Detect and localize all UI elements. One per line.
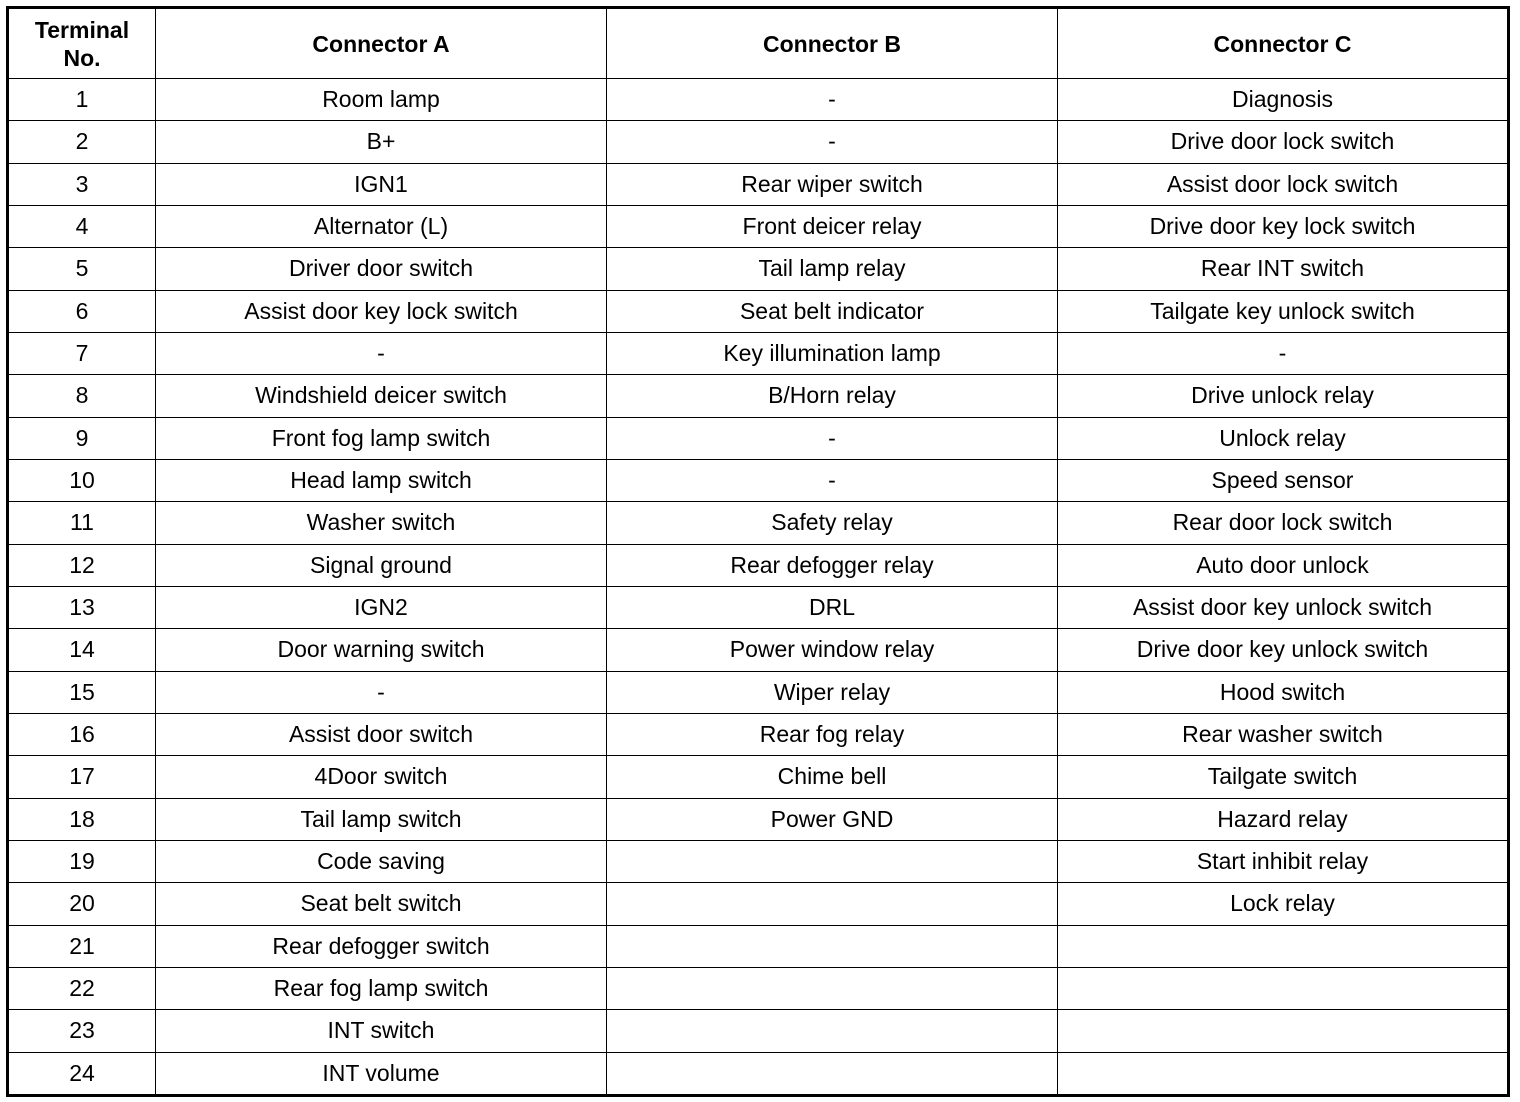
table-row — [8, 840, 1509, 882]
cell-connector-c: Tailgate switch — [1058, 756, 1509, 798]
cell-connector-b: - — [607, 459, 1058, 501]
table-row — [8, 417, 1509, 459]
table-row — [8, 925, 1509, 967]
cell-terminal-no: 4 — [8, 205, 156, 247]
cell-connector-c — [1058, 925, 1509, 967]
cell-connector-b: - — [607, 417, 1058, 459]
cell-connector-a: Door warning switch — [156, 629, 607, 671]
cell-connector-a: Seat belt switch — [156, 883, 607, 925]
cell-connector-b: Wiper relay — [607, 671, 1058, 713]
header-connector-a: Connector A — [156, 8, 607, 79]
cell-connector-c: Drive door key lock switch — [1058, 205, 1509, 247]
table-row — [8, 79, 1509, 121]
table-row — [8, 290, 1509, 332]
cell-connector-a: IGN2 — [156, 586, 607, 628]
cell-connector-a: INT volume — [156, 1052, 607, 1095]
cell-connector-b — [607, 925, 1058, 967]
cell-connector-c: Tailgate key unlock switch — [1058, 290, 1509, 332]
header-terminal-line1: Terminal — [34, 16, 130, 43]
cell-connector-c: - — [1058, 332, 1509, 374]
cell-terminal-no: 11 — [8, 502, 156, 544]
cell-connector-a: Assist door key lock switch — [156, 290, 607, 332]
cell-connector-a: Front fog lamp switch — [156, 417, 607, 459]
cell-connector-a: - — [156, 332, 607, 374]
cell-connector-c: Start inhibit relay — [1058, 840, 1509, 882]
cell-connector-a: Room lamp — [156, 79, 607, 121]
table-row — [8, 756, 1509, 798]
cell-connector-c: Rear INT switch — [1058, 248, 1509, 290]
terminal-connector-table — [6, 6, 1510, 1097]
cell-connector-b: Rear wiper switch — [607, 163, 1058, 205]
cell-terminal-no: 12 — [8, 544, 156, 586]
cell-connector-c: Auto door unlock — [1058, 544, 1509, 586]
table-header — [8, 8, 1509, 79]
cell-terminal-no: 23 — [8, 1010, 156, 1052]
cell-connector-c: Assist door lock switch — [1058, 163, 1509, 205]
cell-connector-b — [607, 1010, 1058, 1052]
cell-connector-b — [607, 840, 1058, 882]
cell-connector-a: Windshield deicer switch — [156, 375, 607, 417]
table-row — [8, 629, 1509, 671]
cell-connector-a: - — [156, 671, 607, 713]
cell-terminal-no: 10 — [8, 459, 156, 501]
cell-connector-b — [607, 1052, 1058, 1095]
cell-connector-a: IGN1 — [156, 163, 607, 205]
cell-terminal-no: 6 — [8, 290, 156, 332]
table-row — [8, 713, 1509, 755]
table-row — [8, 671, 1509, 713]
cell-connector-b — [607, 967, 1058, 1009]
cell-connector-c: Drive door lock switch — [1058, 121, 1509, 163]
cell-connector-b: B/Horn relay — [607, 375, 1058, 417]
cell-terminal-no: 16 — [8, 713, 156, 755]
cell-connector-a: Signal ground — [156, 544, 607, 586]
cell-connector-a: Head lamp switch — [156, 459, 607, 501]
cell-terminal-no: 14 — [8, 629, 156, 671]
cell-terminal-no: 2 — [8, 121, 156, 163]
header-terminal-no — [8, 8, 156, 79]
table-row — [8, 248, 1509, 290]
cell-terminal-no: 5 — [8, 248, 156, 290]
header-terminal-line2: No. — [63, 44, 101, 71]
cell-connector-c: Lock relay — [1058, 883, 1509, 925]
cell-terminal-no: 3 — [8, 163, 156, 205]
cell-terminal-no: 15 — [8, 671, 156, 713]
cell-connector-b: Rear defogger relay — [607, 544, 1058, 586]
table-row — [8, 459, 1509, 501]
cell-terminal-no: 18 — [8, 798, 156, 840]
cell-connector-b: Safety relay — [607, 502, 1058, 544]
cell-connector-b: Chime bell — [607, 756, 1058, 798]
table-row — [8, 163, 1509, 205]
cell-connector-b: Key illumination lamp — [607, 332, 1058, 374]
cell-terminal-no: 20 — [8, 883, 156, 925]
cell-connector-b: Seat belt indicator — [607, 290, 1058, 332]
cell-terminal-no: 17 — [8, 756, 156, 798]
cell-connector-b: - — [607, 79, 1058, 121]
cell-connector-a: 4Door switch — [156, 756, 607, 798]
cell-connector-c: Hazard relay — [1058, 798, 1509, 840]
cell-connector-a: Alternator (L) — [156, 205, 607, 247]
cell-connector-b: Power GND — [607, 798, 1058, 840]
cell-terminal-no: 7 — [8, 332, 156, 374]
cell-connector-c: Assist door key unlock switch — [1058, 586, 1509, 628]
cell-connector-a: Assist door switch — [156, 713, 607, 755]
cell-terminal-no: 21 — [8, 925, 156, 967]
header-connector-b: Connector B — [607, 8, 1058, 79]
header-connector-c: Connector C — [1058, 8, 1509, 79]
cell-connector-a: Code saving — [156, 840, 607, 882]
cell-connector-c: Diagnosis — [1058, 79, 1509, 121]
cell-connector-c: Rear door lock switch — [1058, 502, 1509, 544]
cell-connector-b: Rear fog relay — [607, 713, 1058, 755]
table-row — [8, 1010, 1509, 1052]
cell-connector-a: Tail lamp switch — [156, 798, 607, 840]
table-row — [8, 332, 1509, 374]
cell-connector-b — [607, 883, 1058, 925]
cell-connector-b: Front deicer relay — [607, 205, 1058, 247]
table-row — [8, 883, 1509, 925]
cell-connector-b: DRL — [607, 586, 1058, 628]
cell-connector-a: Rear defogger switch — [156, 925, 607, 967]
cell-connector-b: Power window relay — [607, 629, 1058, 671]
table-row — [8, 502, 1509, 544]
cell-connector-a: INT switch — [156, 1010, 607, 1052]
cell-connector-c — [1058, 1052, 1509, 1095]
cell-connector-c: Unlock relay — [1058, 417, 1509, 459]
cell-terminal-no: 9 — [8, 417, 156, 459]
table-row — [8, 1052, 1509, 1095]
table-row — [8, 205, 1509, 247]
cell-connector-c: Rear washer switch — [1058, 713, 1509, 755]
cell-connector-c: Speed sensor — [1058, 459, 1509, 501]
cell-connector-b: - — [607, 121, 1058, 163]
table-row — [8, 121, 1509, 163]
cell-connector-c: Hood switch — [1058, 671, 1509, 713]
cell-connector-a: B+ — [156, 121, 607, 163]
table-row — [8, 375, 1509, 417]
cell-terminal-no: 19 — [8, 840, 156, 882]
cell-terminal-no: 13 — [8, 586, 156, 628]
cell-connector-a: Driver door switch — [156, 248, 607, 290]
cell-connector-c — [1058, 1010, 1509, 1052]
cell-connector-a: Rear fog lamp switch — [156, 967, 607, 1009]
table-row — [8, 967, 1509, 1009]
cell-connector-c: Drive unlock relay — [1058, 375, 1509, 417]
cell-terminal-no: 8 — [8, 375, 156, 417]
cell-connector-a: Washer switch — [156, 502, 607, 544]
table-row — [8, 586, 1509, 628]
table-body — [8, 79, 1509, 1096]
header-row — [8, 8, 1509, 79]
cell-terminal-no: 22 — [8, 967, 156, 1009]
cell-connector-c — [1058, 967, 1509, 1009]
cell-connector-b: Tail lamp relay — [607, 248, 1058, 290]
cell-connector-c: Drive door key unlock switch — [1058, 629, 1509, 671]
cell-terminal-no: 24 — [8, 1052, 156, 1095]
table-row — [8, 544, 1509, 586]
table-row — [8, 798, 1509, 840]
cell-terminal-no: 1 — [8, 79, 156, 121]
